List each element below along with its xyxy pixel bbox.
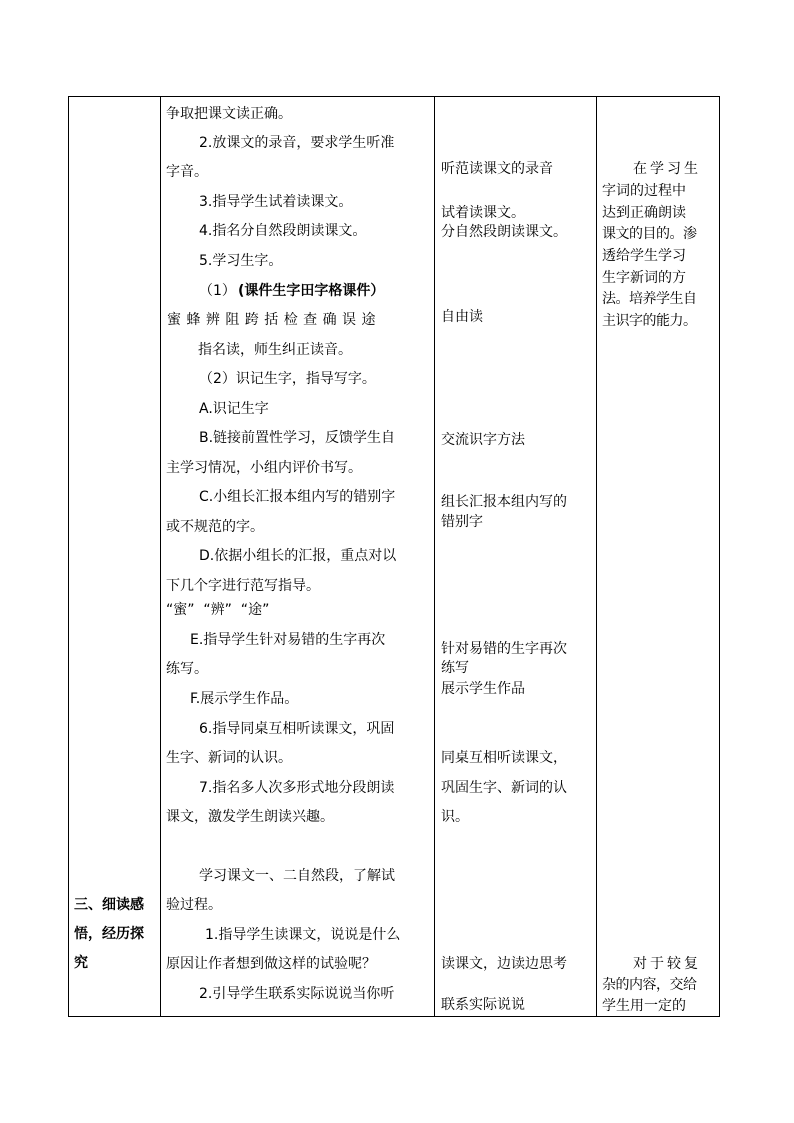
intent-line: 对于较复 — [633, 956, 701, 972]
teacher-line: 生字、新词的认识。 — [166, 750, 292, 766]
student-line: 同桌互相听读课文， — [441, 750, 567, 766]
teacher-line: 7.指名多人次多形式地分段朗读 — [199, 780, 395, 796]
student-line: 读课文，边读边思考 — [441, 956, 567, 972]
teacher-line: 争取把课文读正确。 — [166, 106, 292, 122]
teacher-line: 4.指名分自然段朗读课文。 — [199, 223, 367, 239]
intent-line: 在学习生 — [633, 161, 701, 177]
student-line: 联系实际说说 — [441, 997, 525, 1013]
teacher-line: “蜜” “辨” “途” — [166, 602, 270, 618]
teacher-line: 指名读，师生纠正读音。 — [198, 342, 352, 358]
student-line: 巩固生字、新词的认 — [441, 780, 567, 796]
teacher-line: E.指导学生针对易错的生字再次 — [190, 632, 386, 648]
student-line: 针对易错的生字再次 — [441, 641, 567, 657]
teacher-line: B.链接前置性学习，反馈学生自 — [199, 430, 396, 446]
table-border-bottom — [68, 1016, 720, 1017]
student-line: 识。 — [441, 809, 469, 825]
teacher-line: 验过程。 — [166, 897, 222, 913]
teacher-line: 下几个字进行范写指导。 — [166, 578, 320, 594]
table-divider-3 — [596, 96, 597, 1017]
teacher-line: 字音。 — [166, 164, 208, 180]
teacher-line: （1） — [199, 283, 236, 299]
teacher-line: 课文，激发学生朗读兴趣。 — [166, 809, 334, 825]
student-line: 试着读课文。 — [441, 205, 525, 221]
teacher-line: 1.指导学生读课文，说说是什么 — [205, 927, 401, 943]
table-border-left — [68, 96, 69, 1017]
intent-line: 主识字的能力。 — [602, 313, 697, 329]
intent-line: 课文的目的。渗 — [602, 226, 697, 242]
table-border-right — [719, 96, 720, 1017]
student-line: 听范读课文的录音 — [441, 161, 553, 177]
table-divider-1 — [160, 96, 161, 1017]
teacher-line: D.依据小组长的汇报，重点对以 — [199, 548, 397, 564]
teacher-line: 或不规范的字。 — [166, 519, 264, 535]
intent-line: 达到正确朗读 — [602, 205, 686, 221]
teacher-line: C.小组长汇报本组内写的错别字 — [199, 489, 396, 505]
intent-line: 学生用一定的 — [602, 998, 686, 1014]
teacher-line-bold: (课件生字田字格课件） — [238, 283, 385, 299]
student-line: 自由读 — [441, 309, 483, 325]
teacher-line: 2.引导学生联系实际说说当你听 — [199, 986, 395, 1002]
intent-line: 杂的内容，交给 — [602, 977, 697, 993]
table-border-top — [68, 96, 720, 97]
student-line: 交流识字方法 — [441, 432, 525, 448]
teacher-line: （2）识记生字，指导写字。 — [199, 371, 376, 387]
teacher-line: F.展示学生作品。 — [190, 691, 299, 707]
teacher-line: 3.指导学生试着读课文。 — [199, 194, 353, 210]
student-line: 分自然段朗读课文。 — [441, 224, 567, 240]
teacher-line: 学习课文一、二自然段，了解试 — [199, 868, 395, 884]
teacher-line: 主学习情况，小组内评价书写。 — [166, 460, 362, 476]
section-title-line: 悟，经历探 — [74, 926, 144, 942]
intent-line: 生字新词的方 — [602, 270, 686, 286]
teacher-line: 6.指导同桌互相听读课文，巩固 — [199, 721, 395, 737]
teacher-line: 5.学习生字。 — [199, 253, 283, 269]
student-line: 练写 — [441, 660, 469, 676]
section-title-line: 究 — [74, 955, 88, 971]
teacher-line: 练写。 — [166, 661, 208, 677]
teacher-line: A.识记生字 — [199, 401, 269, 417]
intent-line: 字词的过程中 — [602, 183, 686, 199]
student-line: 错别字 — [441, 514, 483, 530]
intent-line: 透给学生学习 — [602, 248, 686, 264]
teacher-line: 原因让作者想到做这样的试验呢？ — [166, 956, 376, 972]
teacher-line: 蜜 蜂 辨 阻 跨 括 检 查 确 误 途 — [167, 312, 377, 328]
student-line: 组长汇报本组内写的 — [441, 494, 567, 510]
section-title-line: 三、细读感 — [74, 897, 144, 913]
student-line: 展示学生作品 — [441, 681, 525, 697]
intent-line: 法。培养学生自 — [602, 291, 697, 307]
teacher-line: 2.放课文的录音，要求学生听准 — [199, 135, 395, 151]
table-divider-2 — [434, 96, 435, 1017]
